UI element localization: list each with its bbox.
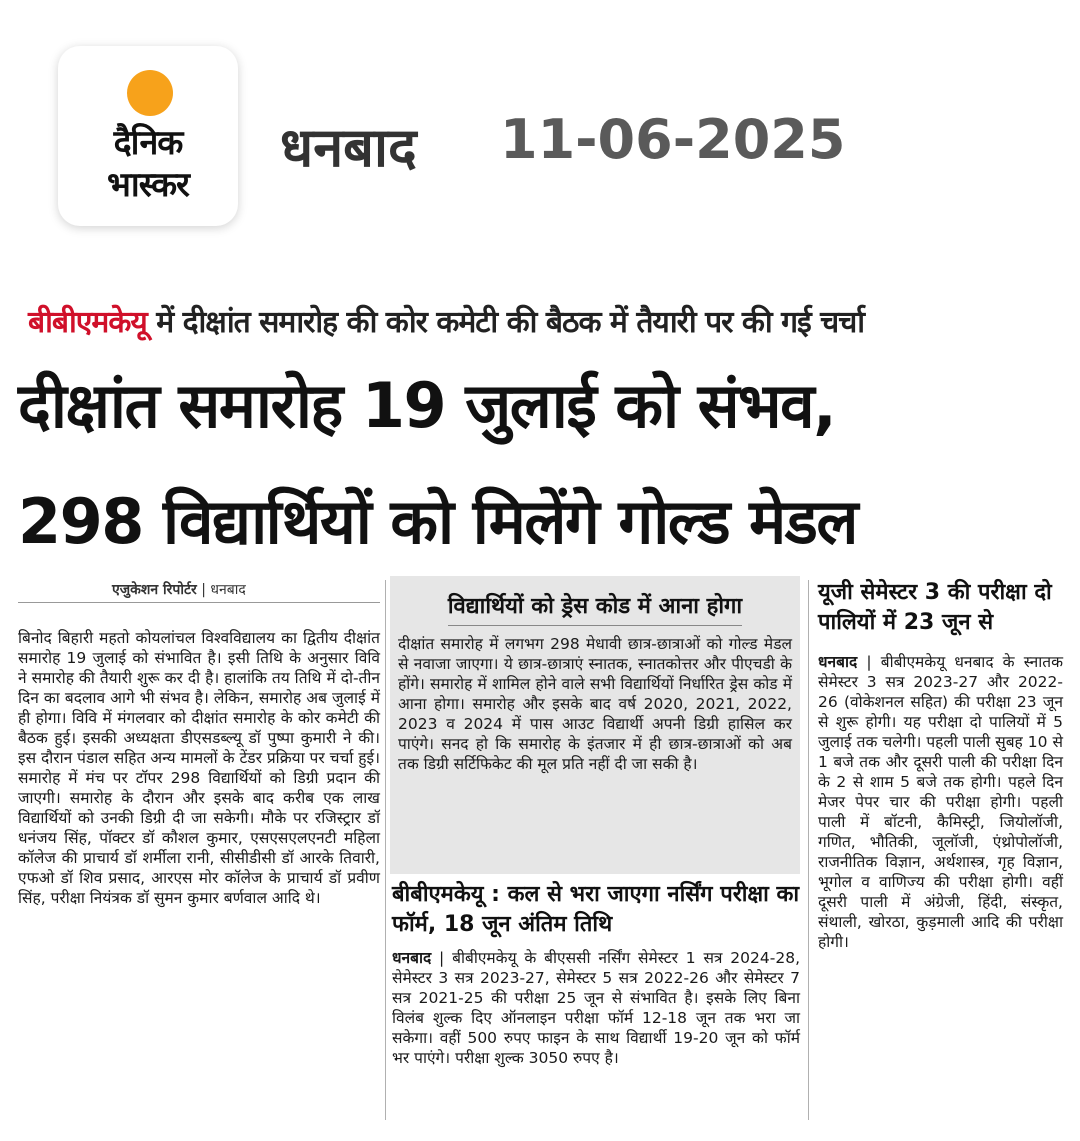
logo-text-line2: भास्कर — [107, 165, 189, 205]
article-kicker — [28, 300, 1058, 341]
nursing-dateline: धनबाद — [392, 949, 432, 967]
column-divider-2 — [808, 580, 809, 1120]
column-divider — [385, 580, 386, 1120]
ug-exam-body: धनबाद | बीबीएमकेयू धनबाद के स्नातक सेमेस्टर 3 सत्र 2023-27 और 2022-26 (वोकेशनल सहित) की परीक्षा 23 जून से शुरू होगी। यह परीक्षा दो पालियों में 5 जुलाई तक चलेगी। पहली पाली सुबह 10 से 1 बजे तक और दूसरी पाली की परीक्षा दिन के 2 से शाम 5 बजे तक होगी। पहले दिन मेजर पेपर चार की परीक्षा होगी। पहली पाली में बॉटनी, कैमिस्ट्री, जियोलॉजी, गणित, भौतिकी, जूलॉजी, एंथ्रोपोलॉजी, राजनीतिक विज्ञान, अर्थशास्त्र, गृह विज्ञान, भूगोल व वाणिज्य की परीक्षा होगी। वहीं दूसरी पाली में अंग्रेजी, हिंदी, संस्कृत, संथाली, खोरठा, कुड़माली आदि की परीक्षा होगी। — [818, 653, 1063, 951]
nursing-body: धनबाद | बीबीएमकेयू के बीएससी नर्सिंग सेमेस्टर 1 सत्र 2024-28, सेमेस्टर 3 सत्र 2023-27, सेमेस्टर 5 सत्र 2022-26 और सेमेस्टर 7 सत्र 2021-25 की परीक्षा 25 जून से संभावित है। इसके लिए बिना विलंब शुल्क दिए ऑनलाइन परीक्षा फॉर्म 12-18 जून तक भरा जा सकेगा। वहीं 500 रुपए फाइन के साथ विद्यार्थी 19-20 जून को फॉर्म भर पाएंगे। परीक्षा शुल्क 3050 रुपए है। — [392, 949, 800, 1067]
kicker-text: में दीक्षांत समारोह की कोर कमेटी की बैठक में तैयारी पर की गई चर्चा — [146, 305, 865, 340]
main-headline-line2: 298 विद्यार्थियों को मिलेंगे गोल्ड मेडल — [18, 485, 857, 558]
ug-exam-text: बीबीएमकेयू धनबाद के स्नातक सेमेस्टर 3 सत्र 2023-27 और 2022-26 (वोकेशनल सहित) की परीक्षा 23 जून से शुरू होगी। यह परीक्षा दो पालियों में 5 जुलाई तक चलेगी। पहली पाली सुबह 10 से 1 बजे तक और दूसरी पाली की परीक्षा दिन के 2 से शाम 5 बजे तक होगी। पहले दिन मेजर पेपर चार की परीक्षा होगी। पहली पाली में बॉटनी, कैमिस्ट्री, जियोलॉजी, गणित, भौतिकी, जूलॉजी, एंथ्रोपोलॉजी, राजनीतिक विज्ञान, अर्थशास्त्र, गृह विज्ञान, भूगोल व वाणिज्य की परीक्षा होगी। वहीं दूसरी पाली में अंग्रेजी, हिंदी, संस्कृत, संथाली, खोरठा, कुड़माली आदि की परीक्षा होगी। — [818, 653, 1063, 951]
dress-code-box — [390, 576, 800, 874]
newspaper-logo — [58, 46, 238, 226]
edition-city: धनबाद — [280, 116, 417, 179]
dress-code-title-text: विद्यार्थियों को ड्रेस कोड में आना होगा — [448, 594, 742, 626]
logo-text-line1: दैनिक — [113, 123, 183, 163]
ug-exam-dateline: धनबाद — [818, 653, 858, 671]
byline: एजुकेशन रिपोर्टर | धनबाद — [112, 582, 246, 598]
byline-reporter: एजुकेशन रिपोर्टर — [112, 582, 197, 598]
ug-exam-headline: यूजी सेमेस्टर 3 की परीक्षा दो पालियों में 23 जून से — [818, 580, 1052, 635]
main-article-body: बिनोद बिहारी महतो कोयलांचल विश्वविद्यालय का द्वितीय दीक्षांत समारोह 19 जुलाई को संभावित है। इसी तिथि के अनुसार विवि ने समारोह की तैयारी शुरू कर दी है। हालांकि तय तिथि में दो-तीन दिन का बदलाव आगे भी संभव है। लेकिन, समारोह अब जुलाई में ही होगा। विवि में मंगलवार को दीक्षांत समारोह के कोर कमेटी की बैठक हुई। इसकी अध्यक्षता डीएसडब्ल्यू डॉ पुष्पा कुमारी ने की। इस दौरान पंडाल सहित अन्य मामलों के टेंडर प्रक्रिया पर चर्चा हुई। समारोह में मंच पर टॉपर 298 विद्यार्थियों को डिग्री प्रदान की जाएगी। समारोह के दौरान और इसके बाद करीब एक लाख विद्यार्थियों को उनकी डिग्री दी जा सकेगी। मौके पर रजिस्ट्रार डॉ धनंजय सिंह, पॉक्टर डॉ कौशल कुमार, एसएसएलएनटी महिला कॉलेज की प्राचार्य डॉ शर्मीला रानी, सीसीडीसी डॉ आरके तिवारी, एफओ डॉ शिव प्रसाद, आरएस मोर कॉलेज के प्राचार्य डॉ प्रवीण सिंह, परीक्षा नियंत्रक डॉ सुमन कुमार बर्णवाल आदि थे। — [18, 629, 380, 907]
nursing-headline: बीबीएमकेयू : कल से भरा जाएगा नर्सिंग परीक्षा का फॉर्म, 18 जून अंतिम तिथि — [392, 882, 800, 937]
dress-code-title — [390, 590, 800, 620]
byline-rule — [18, 602, 380, 603]
dress-code-body: दीक्षांत समारोह में लगभग 298 मेधावी छात्र-छात्राओं को गोल्ड मेडल से नवाजा जाएगा। ये छात्र-छात्राएं स्नातक, स्नातकोत्तर और पीएचडी के होंगे। समारोह में शामिल होने वाले सभी विद्यार्थियों निर्धारित ड्रेस कोड में आना होगा। समारोह और इसके बाद वर्ष 2020, 2021, 2022, 2023 व 2024 में पास आउट विद्यार्थी अपनी डिग्री हासिल कर पाएंगे। सनद हो कि समारोह के इंतजार में ही छात्र-छात्राओं को अब तक डिग्री सर्टिफिकेट की मूल प्रति नहीं दी जा सकी है। — [398, 635, 792, 773]
sun-logo-icon — [127, 70, 173, 116]
edition-date: 11-06-2025 — [500, 108, 846, 171]
kicker-highlight: बीबीएमकेयू — [28, 305, 147, 340]
byline-city: धनबाद — [210, 582, 246, 598]
main-headline-line1: दीक्षांत समारोह 19 जुलाई को संभव, — [18, 369, 836, 442]
nursing-text: बीबीएमकेयू के बीएससी नर्सिंग सेमेस्टर 1 सत्र 2024-28, सेमेस्टर 3 सत्र 2023-27, सेमेस्टर 5 सत्र 2022-26 और सेमेस्टर 7 सत्र 2021-25 की परीक्षा 25 जून से संभावित है। इसके लिए बिना विलंब शुल्क दिए ऑनलाइन परीक्षा फॉर्म 12-18 जून तक भरा जा सकेगा। वहीं 500 रुपए फाइन के साथ विद्यार्थी 19-20 जून को फॉर्म भर पाएंगे। परीक्षा शुल्क 3050 रुपए है। — [392, 949, 800, 1067]
